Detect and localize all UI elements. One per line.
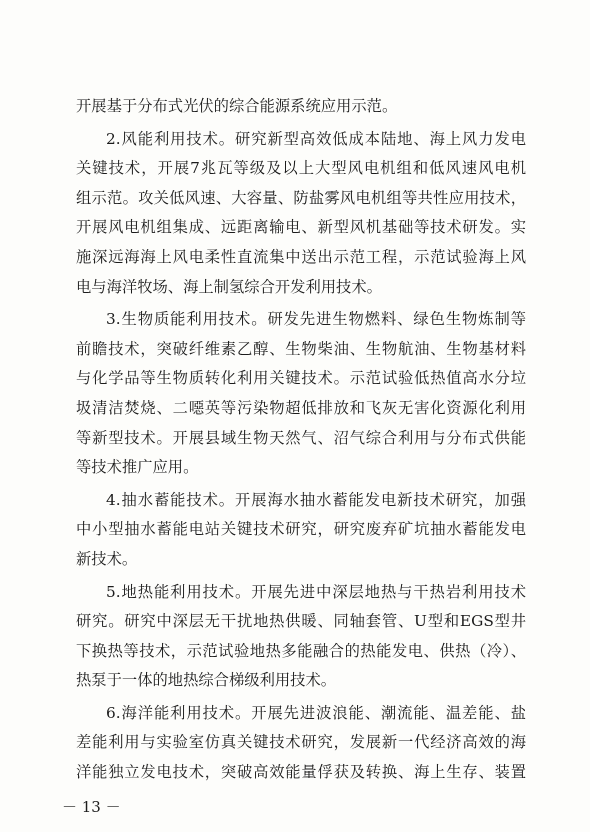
text-line: 开展基于分布式光伏的综合能源系统应用示范。	[76, 97, 398, 115]
text-line: 等技术推广应用。	[76, 458, 199, 477]
page-number: － 13 －	[62, 798, 121, 816]
text-line: 4.抽水蓄能技术。开展海水抽水蓄能发电新技术研究，加强	[106, 490, 526, 509]
document-body	[76, 92, 526, 788]
text-line: 3.生物质能利用技术。研发先进生物燃料、绿色生物炼制等	[106, 310, 526, 329]
text-line: 5.地热能利用技术。开展先进中深层地热与干热岩利用技术	[106, 582, 526, 601]
text-line: 下换热等技术，示范试验地热多能融合的热能发电、供热（冷）、	[76, 641, 526, 660]
text-line: 施深远海海上风电柔性直流集中送出示范工程，示范试验海上风	[76, 247, 526, 266]
text-line: 组示范。攻关低风速、大容量、防盐雾风电机组等共性应用技术，	[76, 188, 526, 207]
text-line: 洋能独立发电技术，突破高效能量俘获及转换、海上生存、装置	[76, 763, 526, 782]
text-line: 差能利用与实验室仿真关键技术研究，发展新一代经济高效的海	[76, 733, 526, 752]
text-line: 与化学品等生物质转化利用关键技术。示范试验低热值高水分垃	[76, 369, 526, 388]
paragraph-pumped-storage	[76, 486, 526, 575]
text-line: 热泵于一体的地热综合梯级利用技术。	[76, 671, 337, 690]
text-line: 中小型抽水蓄能电站关键技术研究，研究废弃矿坑抽水蓄能发电	[76, 520, 526, 539]
text-line: 开展风电机组集成、远距离输电、新型风机基础等技术研发。实	[76, 218, 526, 237]
paragraph-wind-energy	[76, 125, 526, 303]
paragraph-geothermal-energy	[76, 578, 526, 696]
text-line: 2.风能利用技术。研究新型高效低成本陆地、海上风力发电	[106, 129, 526, 148]
text-line: 新技术。	[76, 549, 138, 568]
paragraph-ocean-energy	[76, 699, 526, 788]
text-line: 圾清洁焚烧、二噁英等污染物超低排放和飞灰无害化资源化利用	[76, 398, 526, 417]
text-line: 研究。研究中深层无干扰地热供暖、同轴套管、U型和EGS型井	[76, 612, 526, 631]
text-line: 6.海洋能利用技术。开展先进波浪能、潮流能、温差能、盐	[106, 703, 526, 722]
paragraph-biomass-energy	[76, 305, 526, 483]
text-line: 前瞻技术，突破纤维素乙醇、生物柴油、生物航油、生物基材料	[76, 339, 526, 358]
text-line: 等新型技术。开展县域生物天然气、沼气综合利用与分布式供能	[76, 428, 526, 447]
text-line: 电与海洋牧场、海上制氢综合开发利用技术。	[76, 277, 382, 296]
paragraph-solar-continuation	[76, 92, 526, 122]
text-line: 关键技术，开展7兆瓦等级及以上大型风电机组和低风速风电机	[76, 159, 526, 178]
